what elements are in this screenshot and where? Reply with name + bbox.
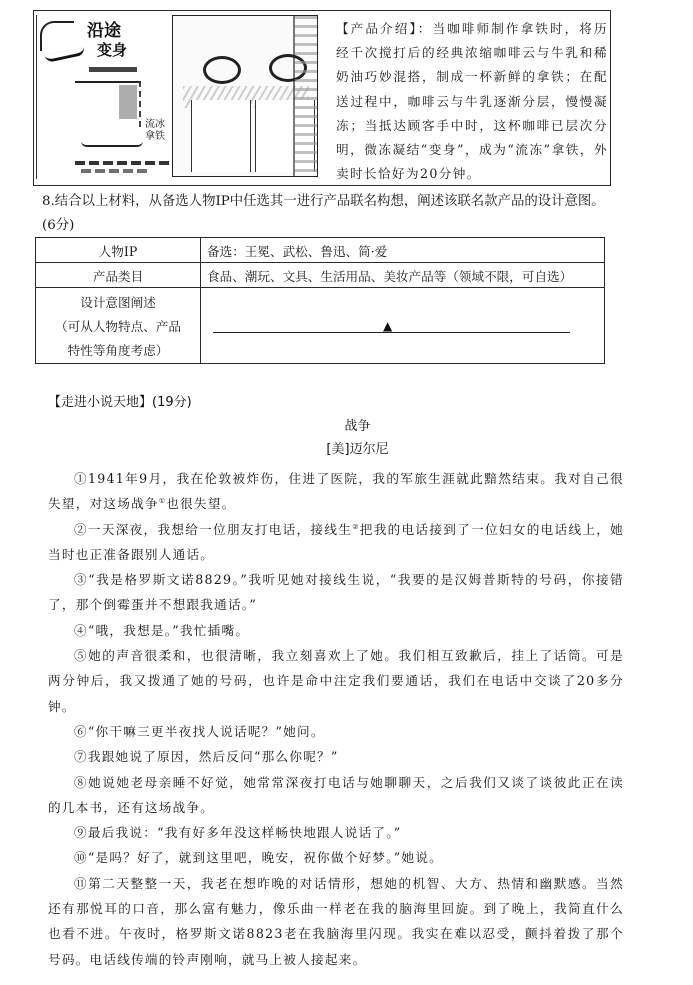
latte-cup (191, 100, 251, 172)
intent-label-line: 设计意图阐述 (80, 294, 156, 310)
row-label (36, 288, 201, 364)
poster-cup-illustration (75, 81, 141, 127)
poster-subtitle: 变身 (97, 41, 128, 59)
intent-label-line: 特性等角度考虑） (67, 342, 169, 358)
story-title: 战争 (344, 419, 371, 434)
product-material-box (33, 10, 611, 186)
poster-tagline (89, 67, 137, 72)
story-paragraph: ⑧她说她老母亲睡不好觉，她常常深夜打电话与她聊聊天，之后我们又谈了谈彼此正在读的几本书，还有这场战争。 (48, 774, 624, 815)
product-intro-text: 【产品介绍】：当咖啡师制作拿铁时，将历经千次搅打后的经典浓缩咖啡云与牛乳和稀奶油巧妙混搭，制成一杯新鲜的拿铁；在配送过程中，咖啡云与牛乳逐渐分层，慢慢凝冻；当抵达顾客手中时，这杯咖啡已层次分明，微冻凝结“变身”，成为“流冻”拿铁，外卖时长恰好为20分钟。 (336, 21, 608, 182)
story-paragraph (48, 466, 624, 517)
latte-cups-photo (172, 15, 318, 177)
story-author: [美]迈尔尼 (326, 442, 389, 457)
answer-area[interactable] (207, 290, 598, 362)
row-value: 备选：王冕、武松、鲁迅、简·爱 (201, 238, 605, 263)
answer-cell[interactable] (201, 288, 605, 364)
story-paragraph: ⑤她的声音很柔和，也很清晰，我立刻喜欢上了她。我们相互致歉后，挂上了话筒。可是两分钟后，我又拨通了她的号码，也许是命中注定我们要通话，我们在电话中交谈了20多分钟。 (48, 648, 624, 714)
row-value: 食品、潮玩、文具、生活用品、美妆产品等（领域不限，可自选） (201, 263, 605, 288)
hand-holding-cup (293, 16, 317, 176)
intent-label-line: （可从人物特点、产品 (55, 318, 181, 334)
paragraph-text: ①1941年9月，我在伦敦被炸伤，住进了医院，我的军旅生涯就此黯然结束。我对自己很失望，对这场战争 (48, 471, 624, 512)
question-8: 8.结合以上材料，从备选人物IP中任选其一进行产品联名构想，阐述该联名款产品的设计意图。(6分) (42, 194, 605, 233)
story-paragraph: ④“哦，我想是。”我忙插嘴。 (74, 622, 250, 638)
poster-wave (81, 141, 143, 147)
story-paragraph: ⑨最后我说：“我有好多年没这样畅快地跟人说话了。” (74, 825, 402, 841)
footnote-marker: ② (352, 522, 360, 531)
story-paragraph: ⑦我跟她说了原因，然后反问“那么你呢？” (74, 749, 339, 765)
poster-product-name: 流冰拿铁 (145, 119, 165, 142)
triangle-answer-icon: ▲ (383, 318, 393, 333)
story-body (48, 466, 624, 972)
story-paragraph: ⑥“你干嘛三更半夜找人说话呢？”她问。 (74, 723, 325, 739)
story-paragraph: ⑪第二天整整一天，我老在想昨晚的对话情形，想她的机智、大方、热情和幽默感。当然还有那悦耳的口音，那么富有魅力，像乐曲一样老在我的脑海里回旋。到了晚上，我简直什么也看不进。午夜时，格罗斯文诺8823老在我脑海里闪现。我实在难以忍受，颤抖着拨了那个号码。电话线传端的铃声刚响，就马上被人接起来。 (48, 875, 624, 967)
poster-logo-mark (40, 21, 74, 51)
latte-art-face (203, 56, 241, 84)
table-row-design-intent (36, 288, 605, 364)
design-intent-table (35, 237, 605, 364)
table-row-character-ip (36, 238, 605, 263)
story-paragraph: ⑩“是吗？好了，就到这里吧，晚安，祝你做个好梦。”她说。 (74, 850, 444, 866)
row-label: 人物IP (36, 238, 201, 263)
paragraph-text: 也很失望。 (166, 496, 236, 512)
row-label: 产品类目 (36, 263, 201, 288)
poster-fine-print (81, 169, 151, 173)
paragraph-text: 把我的电话接到了一位妇女的电话线上，她当时也正准备跟别人通话。 (48, 521, 625, 562)
story-paragraph: ③“我是格罗斯文诺8829。”我听见她对接线生说，“我要的是汉姆普斯特的号码，你接错了，那个倒霉蛋并不想跟我通话。” (48, 572, 624, 613)
footnote-marker: ① (158, 497, 167, 506)
poster-fine-print (75, 161, 171, 165)
latte-poster-image (36, 15, 172, 179)
table-row-product-category (36, 263, 605, 288)
story-paragraph (48, 517, 624, 568)
answer-line (213, 332, 570, 333)
poster-title: 沿途 (87, 21, 121, 41)
paragraph-text: ②一天深夜，我想给一位朋友打电话，接线生 (74, 521, 353, 537)
section-heading: 【走进小说天地】(19分) (48, 395, 192, 410)
